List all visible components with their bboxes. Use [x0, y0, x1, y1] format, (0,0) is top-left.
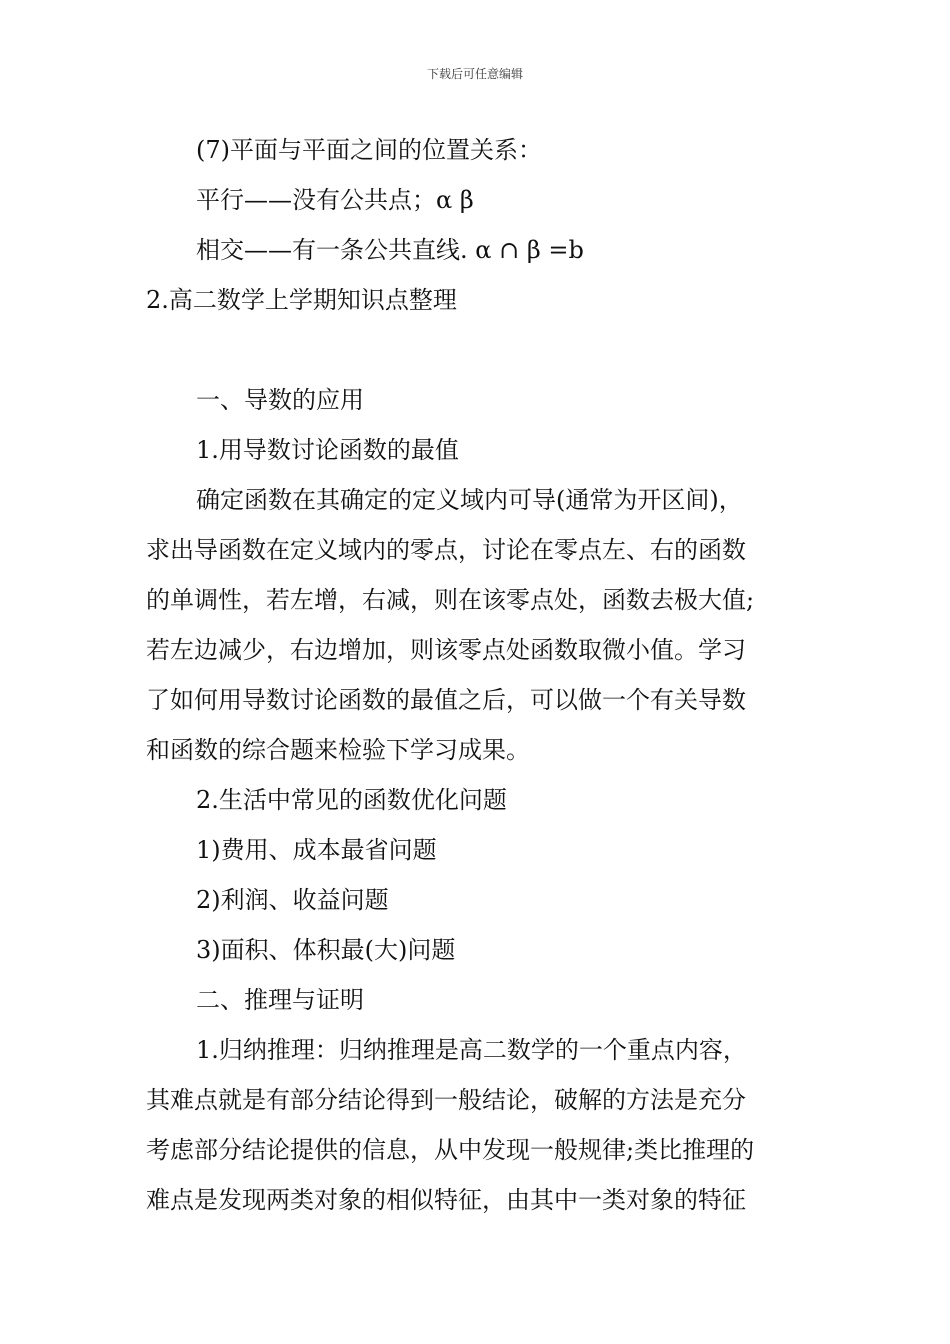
subsection-heading: 2.生活中常见的函数优化问题	[196, 786, 507, 814]
subsection-heading: 二、推理与证明	[196, 986, 364, 1014]
text-line: 相交——有一条公共直线. α ∩ β =b	[196, 236, 584, 264]
list-item: 3)面积、体积最(大)问题	[196, 936, 456, 964]
subsection-heading: 一、导数的应用	[196, 386, 364, 414]
paragraph-line: 其难点就是有部分结论得到一般结论，破解的方法是充分	[146, 1086, 746, 1114]
paragraph-line: 求出导函数在定义域内的零点，讨论在零点左、右的函数	[146, 536, 746, 564]
paragraph-line: 考虑部分结论提供的信息，从中发现一般规律;类比推理的	[146, 1136, 755, 1164]
section-heading: 2.高二数学上学期知识点整理	[146, 286, 457, 314]
text-line: (7)平面与平面之间的位置关系：	[196, 136, 542, 164]
paragraph-line: 和函数的综合题来检验下学习成果。	[146, 736, 530, 764]
blank-line	[146, 325, 811, 375]
document-body	[146, 125, 811, 1225]
list-item: 2)利润、收益问题	[196, 886, 389, 914]
list-item: 1)费用、成本最省问题	[196, 836, 437, 864]
subsection-heading: 1.用导数讨论函数的最值	[196, 436, 459, 464]
paragraph-line: 确定函数在其确定的定义域内可导(通常为开区间)，	[196, 486, 743, 514]
paragraph-line: 的单调性，若左增，右减，则在该零点处，函数去极大值;	[146, 586, 755, 614]
paragraph-line: 了如何用导数讨论函数的最值之后，可以做一个有关导数	[146, 686, 746, 714]
paragraph-line: 难点是发现两类对象的相似特征，由其中一类对象的特征	[146, 1186, 746, 1214]
page-header-note: 下载后可任意编辑	[426, 67, 523, 81]
paragraph-line: 若左边减少，右边增加，则该零点处函数取微小值。学习	[146, 636, 746, 664]
text-line: 平行——没有公共点；α β	[196, 186, 474, 214]
paragraph-line: 1.归纳推理：归纳推理是高二数学的一个重点内容，	[196, 1036, 747, 1064]
